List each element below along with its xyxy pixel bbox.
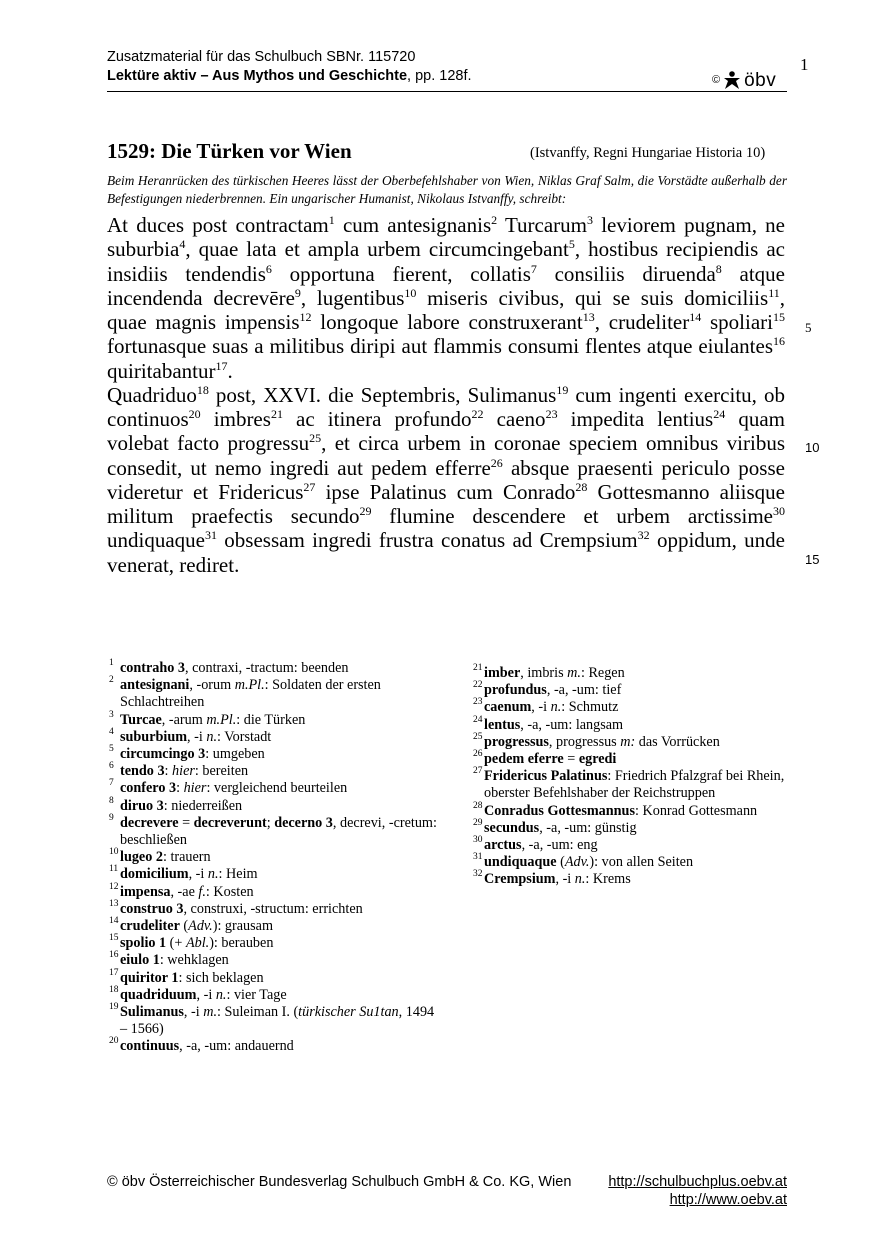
vocab-text: , -i [196,986,216,1003]
latin-segment: , et circa urbem in coronae speciem omnibus viribus consedit, ut nemo ingredi aut pedem efferre [107,431,785,480]
footnote-marker: 8 [715,261,722,276]
vocab-lemma: confero 3 [120,780,177,797]
vocab-text: : Regen [580,665,625,681]
vocab-text: : Vorstadt [216,728,272,745]
vocab-text: , -i [187,728,207,745]
vocab-number: 9 [109,812,114,823]
latin-segment: miseris civibus, qui se suis domiciliis [416,285,769,310]
vocab-text: , contraxi, -tractum: beenden [185,660,349,676]
vocab-entry [473,731,793,751]
footnote-marker: 7 [530,261,537,276]
latin-segment: Quadriduo [107,382,197,407]
footnote-marker: 6 [265,261,272,276]
vocab-entry [473,854,793,871]
footnote-marker: 25 [309,431,322,446]
vocab-lemma: crudeliter [120,918,180,935]
latin-segment: obsessam ingredi frustra conatus ad Crempsium [216,528,638,553]
vocab-lemma: Sulimanus [120,1004,184,1021]
latin-segment: caeno [483,407,546,431]
vocab-number: 26 [473,749,483,760]
vocab-text: ): grausam [212,918,273,935]
vocab-lemma: contraho 3 [120,660,186,676]
vocab-text: , -a, -um: tief [546,682,622,699]
latin-segment: undiquaque [107,528,205,553]
vocab-lemma: pedem eferre [484,751,564,768]
vocab-number: 13 [109,898,119,909]
vocabulary-column-right [473,665,793,889]
header-material-line: Zusatzmaterial für das Schulbuch SBNr. 115720 [107,49,416,65]
vocab-entry [109,660,439,677]
vocab-text: : Krems [585,871,631,888]
footer-link-schulbuchplus[interactable]: http://schulbuchplus.oebv.at [608,1174,787,1190]
vocab-number: 6 [109,761,114,772]
vocab-text: , -arum [161,711,207,728]
vocab-text: m. [567,665,581,681]
vocab-text: = [178,814,194,831]
page-title: 1529: Die Türken vor Wien [107,139,352,163]
vocab-text: , construxi, -structum: errichten [183,900,363,917]
latin-segment: Turcarum [497,213,588,237]
footnote-marker: 21 [270,407,283,421]
vocab-text: : Soldaten der ersten Schlachtreihen [120,677,381,711]
vocab-entry [473,714,793,734]
footer-link-oebv[interactable]: http://www.oebv.at [669,1192,787,1208]
vocab-entry [473,837,793,854]
vocab-number: 3 [109,709,114,720]
footnote-marker: 27 [303,479,316,494]
vocab-number: 16 [109,950,119,961]
vocab-text: hier [183,780,207,797]
vocab-entry [473,768,793,802]
footnote-marker: 13 [582,310,595,324]
vocab-text: Abl. [185,935,210,952]
vocab-number: 2 [109,675,114,686]
vocab-text: : umgeben [205,746,265,763]
vocab-entry [109,967,439,987]
vocab-number: 12 [109,881,119,892]
vocab-text: : [164,763,173,780]
latin-segment: , lugentibus [300,285,405,310]
vocab-lemma: undiquaque [484,854,557,871]
latin-paragraph-2 [107,383,785,577]
vocab-number: 27 [473,766,483,777]
footnote-marker: 30 [773,504,785,518]
footnote-marker: 32 [637,528,650,543]
vocab-text: , -i [555,871,575,888]
vocab-entry [109,1038,439,1055]
latin-segment: spoliari [701,310,773,334]
latin-segment: , quae magnis impensis [107,285,785,334]
vocab-number: 23 [473,697,483,708]
vocab-text: Adv. [564,854,590,871]
vocab-text: n. [215,986,227,1003]
vocab-text: , 1494 – 1566) [120,1004,435,1038]
logo-copyright: © [712,74,721,86]
vocab-lemma: lentus [484,716,521,733]
vocab-text: : vergleichend beurteilen [206,780,348,797]
vocab-entry [109,795,439,815]
vocab-text: : Friedrich Pfalzgraf bei Rhein, oberster Befehlshaber der Reichstruppen [484,768,785,802]
vocab-text: : vier Tage [226,986,287,1003]
footnote-marker: 18 [196,382,209,397]
vocab-entry [109,935,439,952]
vocab-text: , -a, -um: eng [521,837,598,854]
page-header [107,48,787,86]
footnote-marker: 17 [215,358,228,373]
vocab-text: , -orum [189,677,235,694]
vocab-text: m: [620,733,636,750]
vocab-number: 31 [473,852,483,863]
vocab-lemma: tendo 3 [120,763,165,780]
vocab-entry [109,780,439,797]
page-number: 1 [800,55,809,74]
vocab-number: 1 [109,658,114,668]
latin-paragraph-1 [107,213,785,383]
footnote-marker: 31 [204,528,217,543]
vocab-entry [109,677,439,711]
vocab-number: 15 [109,933,119,944]
vocab-number: 32 [473,869,483,880]
vocab-number: 5 [109,744,114,755]
vocab-lemma: Conradus Gottesmannus [484,802,635,819]
vocab-lemma: decerno 3 [274,814,333,831]
footnote-marker: 3 [587,213,594,227]
vocab-number: 25 [473,731,483,742]
vocab-entry [109,952,439,969]
footnote-marker: 26 [490,455,503,470]
vocab-entry [473,800,793,820]
vocab-text: ( [556,854,565,871]
footnote-marker: 16 [773,334,785,349]
vocab-text: : Schmutz [561,699,619,716]
vocab-lemma: secundus [484,819,540,836]
vocab-text: , -i [188,866,208,883]
footnote-marker: 4 [179,237,186,252]
vocab-number: 20 [109,1036,119,1047]
vocab-number: 28 [473,800,483,811]
vocab-lemma: Crempsium [484,871,556,888]
latin-segment: ac itinera profundo [282,407,472,431]
footnote-marker: 22 [471,407,484,421]
vocab-entry [473,871,793,888]
vocab-number: 8 [109,795,114,806]
vocab-lemma: circumcingo 3 [120,746,206,763]
vocab-lemma: lugeo 2 [120,849,163,866]
vocab-lemma: arctus [484,837,522,854]
footnote-marker: 28 [575,479,588,494]
vocab-text: = [563,751,579,768]
vocab-entry [109,709,439,729]
vocab-number: 4 [109,726,114,737]
footnote-marker: 29 [359,504,372,518]
footnote-marker: 14 [689,310,702,324]
vocab-lemma: decrevere [120,814,179,831]
footnote-marker: 15 [773,310,785,324]
vocab-number: 17 [109,967,119,978]
footnote-marker: 11 [768,285,780,300]
vocab-text: : Kosten [205,883,254,900]
latin-segment: , crudeliter [594,310,690,334]
vocab-text: m. [203,1004,217,1021]
footnote-marker: 1 [328,213,335,227]
latin-segment: leviorem pugnam, ne suburbia [107,213,785,262]
vocab-text: , progressus [548,733,621,750]
intro-text: Beim Heranrücken des türkischen Heeres lässt der Oberbefehlshaber von Wien, Niklas Graf Salm, die Vorstädte außerhalb der Befestigungen niederbrennen. Ein ungarischer Humanist, Nikolaus Istvanffy, schreibt: [107,173,787,206]
vocab-text: , -a, -um: andauernd [179,1038,294,1055]
vocab-entry [109,849,439,866]
latin-segment: post, XXVI. die Septembris, Sulimanus [208,382,557,407]
vocab-entry [473,665,793,682]
vocab-text: n. [550,699,562,716]
source-citation: (Istvanffy, Regni Hungariae Historia 10) [530,145,766,161]
vocab-entry [109,918,439,935]
vocab-text: ; [266,814,275,831]
vocab-lemma: quadriduum [120,986,197,1003]
latin-segment: , quae lata et ampla urbem circumcingebant [185,237,569,262]
vocab-number: 19 [109,1002,119,1013]
page-footer [107,1173,787,1209]
line-number: 5 [805,320,812,335]
footnote-marker: 20 [188,407,201,421]
latin-segment: oppidum, unde venerat, rediret. [107,528,785,577]
footnote-marker: 5 [568,237,575,252]
vocab-text: das Vorrücken [635,733,720,750]
vocab-lemma: progressus [484,733,549,750]
vocab-number: 30 [473,835,483,846]
footnote-marker: 23 [545,407,558,421]
vocab-lemma: Fridericus Palatinus [484,768,608,785]
latin-segment: flumine descendere et urbem arctissime [371,504,773,528]
latin-segment: consiliis diruenda [536,261,716,286]
latin-segment: . [227,358,233,383]
vocabulary-column-left [109,660,439,1056]
header-book-title: Lektüre aktiv – Aus Mythos und Geschichte [107,68,408,84]
footnote-marker: 24 [713,407,726,421]
vocab-lemma: quiritor 1 [120,969,179,986]
footnote-marker: 2 [491,213,498,227]
vocab-text: n. [206,728,217,745]
logo-text: öbv [744,69,777,91]
latin-segment: imbres [200,407,271,431]
vocab-lemma: profundus [484,682,547,699]
vocab-entry [473,751,793,768]
vocab-entry [473,682,793,699]
latin-segment: fortunasque suas a militibus diripi aut flammis consumi flentes atque eiulantes [107,334,773,359]
vocab-entry [109,866,439,883]
latin-segment: ipse Palatinus cum Conrado [315,479,576,504]
vocab-text: : Heim [218,866,258,883]
vocab-number: 21 [473,663,483,673]
vocab-text: Adv. [188,918,213,935]
vocab-number: 14 [109,916,119,927]
vocab-text: n. [207,866,219,883]
vocab-lemma: caenum [484,699,532,716]
vocab-text: : wehklagen [159,952,229,969]
vocab-text: n. [574,871,586,888]
vocab-text: , imbris [520,665,568,681]
vocab-number: 10 [109,847,119,858]
vocab-text: ( [179,918,189,935]
vocab-lemma: continuus [120,1038,180,1055]
vocab-number: 11 [109,864,119,875]
latin-text [107,213,785,577]
vocab-text: : sich beklagen [178,969,264,986]
vocab-number: 18 [109,984,119,995]
vocab-entry [109,812,439,849]
vocab-entry [109,881,439,901]
vocab-lemma: domicilium [120,866,189,883]
vocab-number: 7 [109,778,114,789]
vocab-text: : die Türken [236,711,306,728]
vocab-text: : niederreißen [163,797,243,814]
latin-segment: cum ingenti exercitu, ob continuos [107,382,785,431]
vocab-text: : [176,780,184,797]
vocab-text: : Suleiman I. ( [217,1004,299,1021]
latin-segment: impedita lentius [557,407,714,431]
vocab-lemma: impensa [120,883,171,900]
vocab-entry [473,817,793,837]
latin-segment: At duces post contractam [107,213,329,237]
vocab-number: 22 [473,680,483,691]
vocab-lemma: decreverunt [193,814,267,831]
vocab-lemma: eiulo 1 [120,952,160,969]
latin-segment: quiritabantur [107,358,216,383]
vocab-lemma: egredi [578,751,617,768]
footnote-marker: 10 [404,285,417,300]
vocab-entry [109,898,439,918]
vocab-text: ): berauben [209,935,274,952]
latin-segment: cum antesignanis [334,213,492,237]
latin-segment: opportuna fierent, collatis [271,261,531,286]
vocab-text: , -ae [170,883,199,900]
vocab-text: m.Pl. [234,677,265,694]
vocab-text: türkischer Su1tan [298,1004,399,1021]
vocab-text: ): von allen Seiten [589,854,694,871]
vocab-lemma: Turcae [120,711,162,728]
header-rule [107,91,787,92]
vocab-entry [109,763,439,780]
oebv-logo-icon [722,70,742,90]
vocab-text: : trauern [162,849,211,866]
vocab-text: , -a, -um: günstig [539,819,637,836]
vocab-text: hier [172,763,195,780]
footnote-marker: 12 [299,310,312,324]
vocab-entry [109,726,439,746]
vocab-lemma: construo 3 [120,900,184,917]
vocab-text: , -i [183,1004,204,1021]
vocab-entry [109,984,439,1004]
header-pages: , pp. 128f. [407,68,472,84]
latin-segment: longoque labore construxerant [311,310,583,334]
vocab-lemma: antesignani [120,677,190,694]
vocab-text: , decrevi, -cretum: beschließen [120,814,437,849]
publisher-logo [712,70,776,90]
vocab-text: (+ [166,935,186,952]
vocab-text: , -a, -um: langsam [520,716,624,733]
vocab-entry [109,1004,439,1038]
vocab-lemma: spolio 1 [120,935,167,952]
vocab-lemma: imber [484,665,521,681]
vocab-lemma: diruo 3 [120,797,164,814]
line-number: 10 [805,440,820,455]
footnote-marker: 9 [294,285,301,300]
footer-copyright: © öbv Österreichischer Bundesverlag Schulbuch GmbH & Co. KG, Wien [107,1174,572,1190]
vocab-text: m.Pl. [206,711,237,728]
vocab-text: : bereiten [194,763,249,780]
latin-segment: , hostibus recipiendis ac insidiis tendendis [107,237,785,286]
vocab-entry [473,699,793,716]
latin-segment: quam volebat facto progressu [107,407,785,456]
latin-segment: Gottesmanno aliisque militum praefectis secundo [107,479,785,528]
vocab-text: : Konrad Gottesmann [634,802,758,819]
latin-segment: atque incendenda decrevēre [107,261,785,310]
vocab-number: 24 [473,714,483,725]
footnote-marker: 19 [556,382,569,397]
header-book-line [107,67,787,86]
line-number: 15 [805,552,820,567]
latin-segment: absque praesenti periculo posse videretur et Fridericus [107,455,785,504]
vocab-text: , -i [531,699,551,716]
vocab-entry [109,746,439,763]
vocab-number: 29 [473,817,483,828]
vocab-lemma: suburbium [120,728,188,745]
vocab-text: f. [198,883,206,900]
